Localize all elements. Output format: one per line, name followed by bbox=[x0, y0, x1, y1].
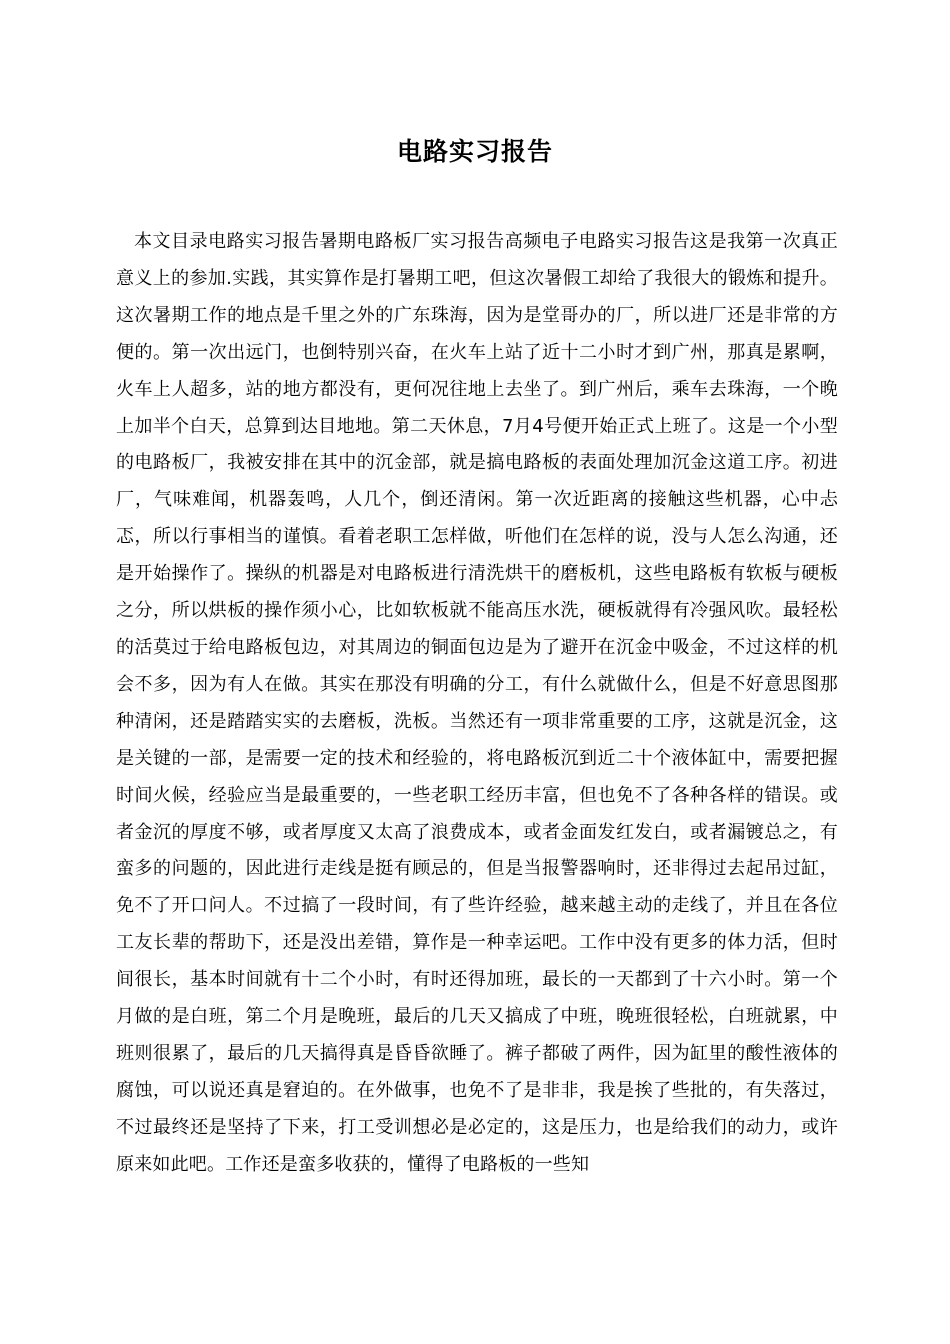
body-paragraph: 本文目录电路实习报告暑期电路板厂实习报告高频电子电路实习报告这是我第一次真正意义上的参加.实践，其实算作是打暑期工吧，但这次暑假工却给了我很大的锻炼和提升。这次暑期工作的地点是千里之外的广东珠海，因为是堂哥办的厂，所以进厂还是非常的方便的。第一次出远门，也倒特别兴奋，在火车上站了近十二小时才到广州，那真是累啊，火车上人超多，站的地方都没有，更何况往地上去坐了。到广州后，乘车去珠海，一个晚上加半个白天，总算到达目地地。第二天休息，7月4号便开始正式上班了。这是一个小型的电路板厂，我被安排在其中的沉金部，就是搞电路板的表面处理加沉金这道工序。初进厂，气味难闻，机器轰鸣，人几个，倒还清闲。第一次近距离的接触这些机器，心中忐忑，所以行事相当的谨慎。看着老职工怎样做，听他们在怎样的说，没与人怎么沟通，还是开始操作了。操纵的机器是对电路板进行清洗烘干的磨板机，这些电路板有软板与硬板之分，所以烘板的操作须小心，比如软板就不能高压水洗，硬板就得有冷强风吹。最轻松的活莫过于给电路板包边，对其周边的铜面包边是为了避开在沉金中吸金，不过这样的机会不多，因为有人在做。其实在那没有明确的分工，有什么就做什么，但是不好意思图那种清闲，还是踏踏实实的去磨板，洗板。当然还有一项非常重要的工序，这就是沉金，这是关键的一部，是需要一定的技术和经验的，将电路板沉到近二十个液体缸中，需要把握时间火候，经验应当是最重要的，一些老职工经历丰富，但也免不了各种各样的错误。或者金沉的厚度不够，或者厚度又太高了浪费成本，或者金面发红发白，或者漏镀总之，有蛮多的问题的，因此进行走线是挺有顾忌的，但是当报警器响时，还非得过去起吊过缸，免不了开口问人。不过搞了一段时间，有了些许经验，越来越主动的走线了，并且在各位工友长辈的帮助下，还是没出差错，算作是一种幸运吧。工作中没有更多的体力活，但时间很长，基本时间就有十二个小时，有时还得加班，最长的一天都到了十六小时。第一个月做的是白班，第二个月是晚班，最后的几天又搞成了中班，晚班很轻松，白班就累，中班则很累了，最后的几天搞得真是昏昏欲睡了。裤子都破了两件，因为缸里的酸性液体的腐蚀，可以说还真是窘迫的。在外做事，也免不了是非非，我是挨了些批的，有失落过，不过最终还是坚持了下来，打工受训想必是必定的，这是压力，也是给我们的动力，或许原来如此吧。工作还是蛮多收获的，懂得了电路板的一些知 bbox=[116, 231, 838, 1175]
document-title: 电路实习报告 bbox=[396, 137, 553, 166]
